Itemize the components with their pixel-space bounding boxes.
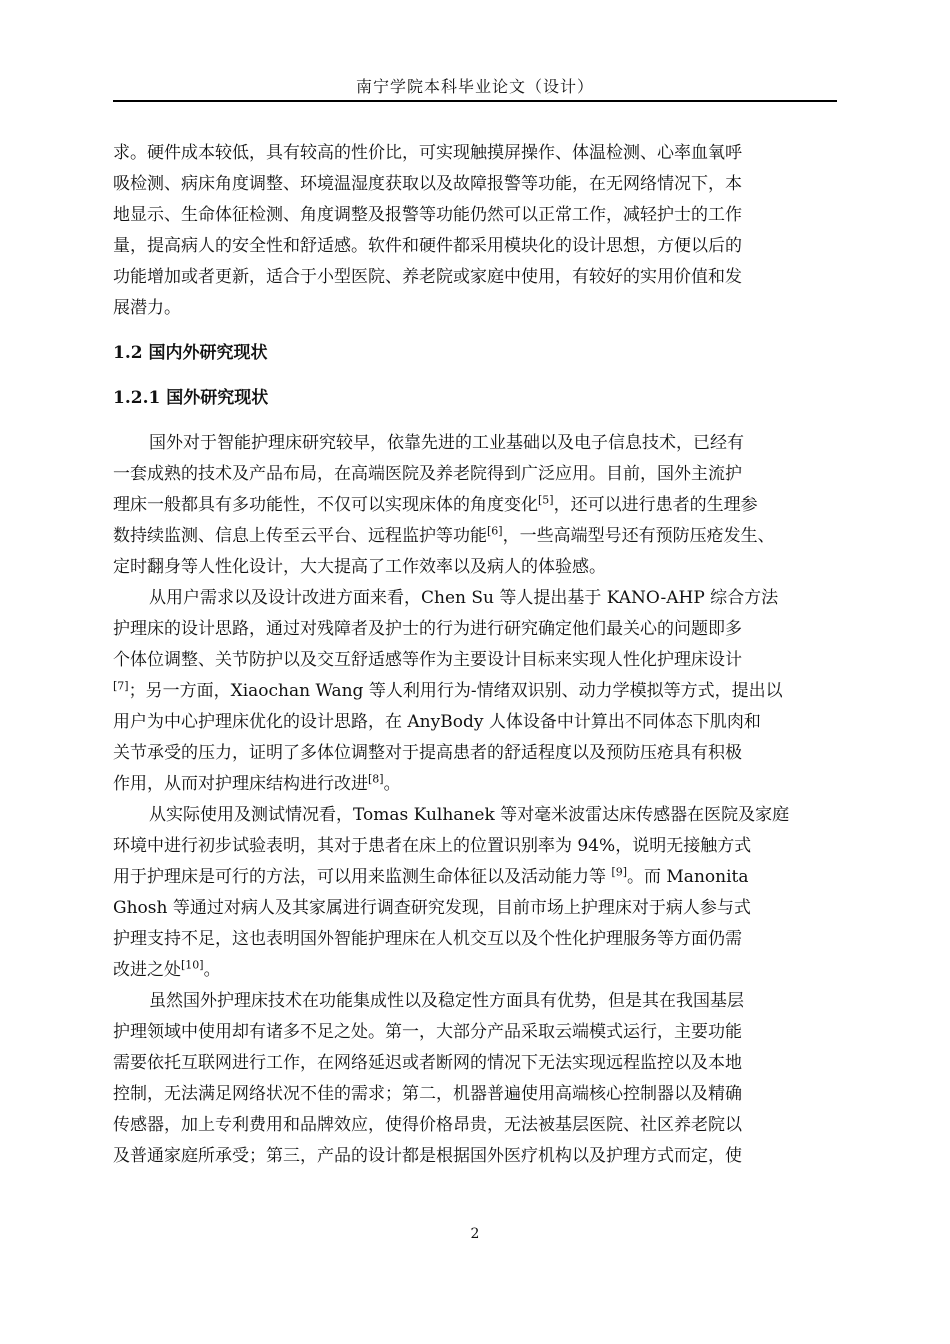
text-line: 控制，无法满足网络状况不佳的需求；第二，机器普遍使用高端核心控制器以及精确 <box>113 1084 742 1104</box>
text-line <box>113 490 837 521</box>
page-body <box>113 138 837 1172</box>
text-line: 虽然国外护理床技术在功能集成性以及稳定性方面具有优势，但是其在我国基层 <box>149 991 744 1011</box>
page-number: 2 <box>470 1226 480 1242</box>
text-line: 功能增加或者更新，适合于小型医院、养老院或家庭中使用，有较好的实用价值和发 <box>113 267 742 287</box>
header-rule <box>113 100 837 102</box>
text-line: 展潜力。 <box>113 298 181 318</box>
text-line: 需要依托互联网进行工作，在网络延迟或者断网的情况下无法实现远程监控以及本地 <box>113 1053 742 1073</box>
paragraph-5 <box>113 986 837 1172</box>
text-line: 传感器，加上专利费用和品牌效应，使得价格昂贵，无法被基层医院、社区养老院以 <box>113 1115 742 1135</box>
text-line: 量，提高病人的安全性和舒适感。软件和硬件都采用模块化的设计思想，方便以后的 <box>113 236 742 256</box>
section-heading-1-2: 1.2 国内外研究现状 <box>113 343 268 363</box>
text-line <box>113 676 837 707</box>
text-line: 一套成熟的技术及产品布局，在高端医院及养老院得到广泛应用。目前，国外主流护 <box>113 464 742 484</box>
text-line: 个体位调整、关节防护以及交互舒适感等作为主要设计目标来实现人性化护理床设计 <box>113 650 742 670</box>
text-segment: ，一些高端型号还有预防压疮发生、 <box>502 526 775 546</box>
text-line: 关节承受的压力，证明了多体位调整对于提高患者的舒适程度以及预防压疮具有积极 <box>113 743 742 763</box>
citation-ref-8: [8] <box>368 772 384 786</box>
text-segment: 理床一般都具有多功能性，不仅可以实现床体的角度变化 <box>113 495 538 515</box>
text-line: 从用户需求以及设计改进方面来看，Chen Su 等人提出基于 KANO-AHP 综合方法 <box>149 588 779 608</box>
paragraph-1 <box>113 138 837 324</box>
text-segment: ，还可以进行患者的生理参 <box>553 495 758 515</box>
paragraph-4 <box>113 800 837 986</box>
citation-ref-5: [5] <box>538 493 554 507</box>
text-line: 环境中进行初步试验表明，其对于患者在床上的位置识别率为 94%，说明无接触方式 <box>113 836 752 856</box>
text-line <box>113 769 837 800</box>
text-line: 用户为中心护理床优化的设计思路，在 AnyBody 人体设备中计算出不同体态下肌肉和 <box>113 712 761 732</box>
paragraph-3 <box>113 583 837 800</box>
section-heading-1-2-1: 1.2.1 国外研究现状 <box>113 388 269 408</box>
text-line: 护理领域中使用却有诸多不足之处。第一，大部分产品采取云端模式运行，主要功能 <box>113 1022 742 1042</box>
text-segment: 改进之处 <box>113 960 181 980</box>
text-segment: 。 <box>383 774 401 794</box>
text-line <box>113 955 837 986</box>
text-line: Ghosh 等通过对病人及其家属进行调查研究发现，目前市场上护理床对于病人参与式 <box>113 898 751 918</box>
citation-ref-10: [10] <box>181 958 204 972</box>
text-line: 吸检测、病床角度调整、环境温湿度获取以及故障报警等功能，在无网络情况下，本 <box>113 174 742 194</box>
text-segment: 。 <box>203 960 221 980</box>
text-segment: 。而 Manonita <box>627 867 749 887</box>
text-segment: 作用，从而对护理床结构进行改进 <box>113 774 368 794</box>
text-line: 定时翻身等人性化设计，大大提高了工作效率以及病人的体验感。 <box>113 557 606 577</box>
text-line: 国外对于智能护理床研究较早，依靠先进的工业基础以及电子信息技术，已经有 <box>149 433 744 453</box>
text-line: 护理床的设计思路，通过对残障者及护士的行为进行研究确定他们最关心的问题即多 <box>113 619 742 639</box>
paragraph-2 <box>113 428 837 583</box>
citation-ref-6: [6] <box>487 524 503 538</box>
text-line <box>113 862 837 893</box>
page-header-title: 南宁学院本科毕业论文（设计） <box>355 77 594 96</box>
text-line <box>113 521 837 552</box>
citation-ref-9: [9] <box>611 865 627 879</box>
text-segment: ；另一方面，Xiaochan Wang 等人利用行为-情绪双识别、动力学模拟等方式，提出以 <box>128 681 783 701</box>
text-line: 求。硬件成本较低，具有较高的性价比，可实现触摸屏操作、体温检测、心率血氧呼 <box>113 143 742 163</box>
text-segment: 数持续监测、信息上传至云平台、远程监护等功能 <box>113 526 487 546</box>
text-segment: 用于护理床是可行的方法，可以用来监测生命体征以及活动能力等 <box>113 867 612 887</box>
text-line: 从实际使用及测试情况看，Tomas Kulhanek 等对毫米波雷达床传感器在医院及家庭 <box>149 805 790 825</box>
text-line: 地显示、生命体征检测、角度调整及报警等功能仍然可以正常工作，减轻护士的工作 <box>113 205 742 225</box>
text-line: 及普通家庭所承受；第三，产品的设计都是根据国外医疗机构以及护理方式而定，使 <box>113 1146 742 1166</box>
citation-ref-7: [7] <box>113 679 129 693</box>
text-line: 护理支持不足，这也表明国外智能护理床在人机交互以及个性化护理服务等方面仍需 <box>113 929 742 949</box>
